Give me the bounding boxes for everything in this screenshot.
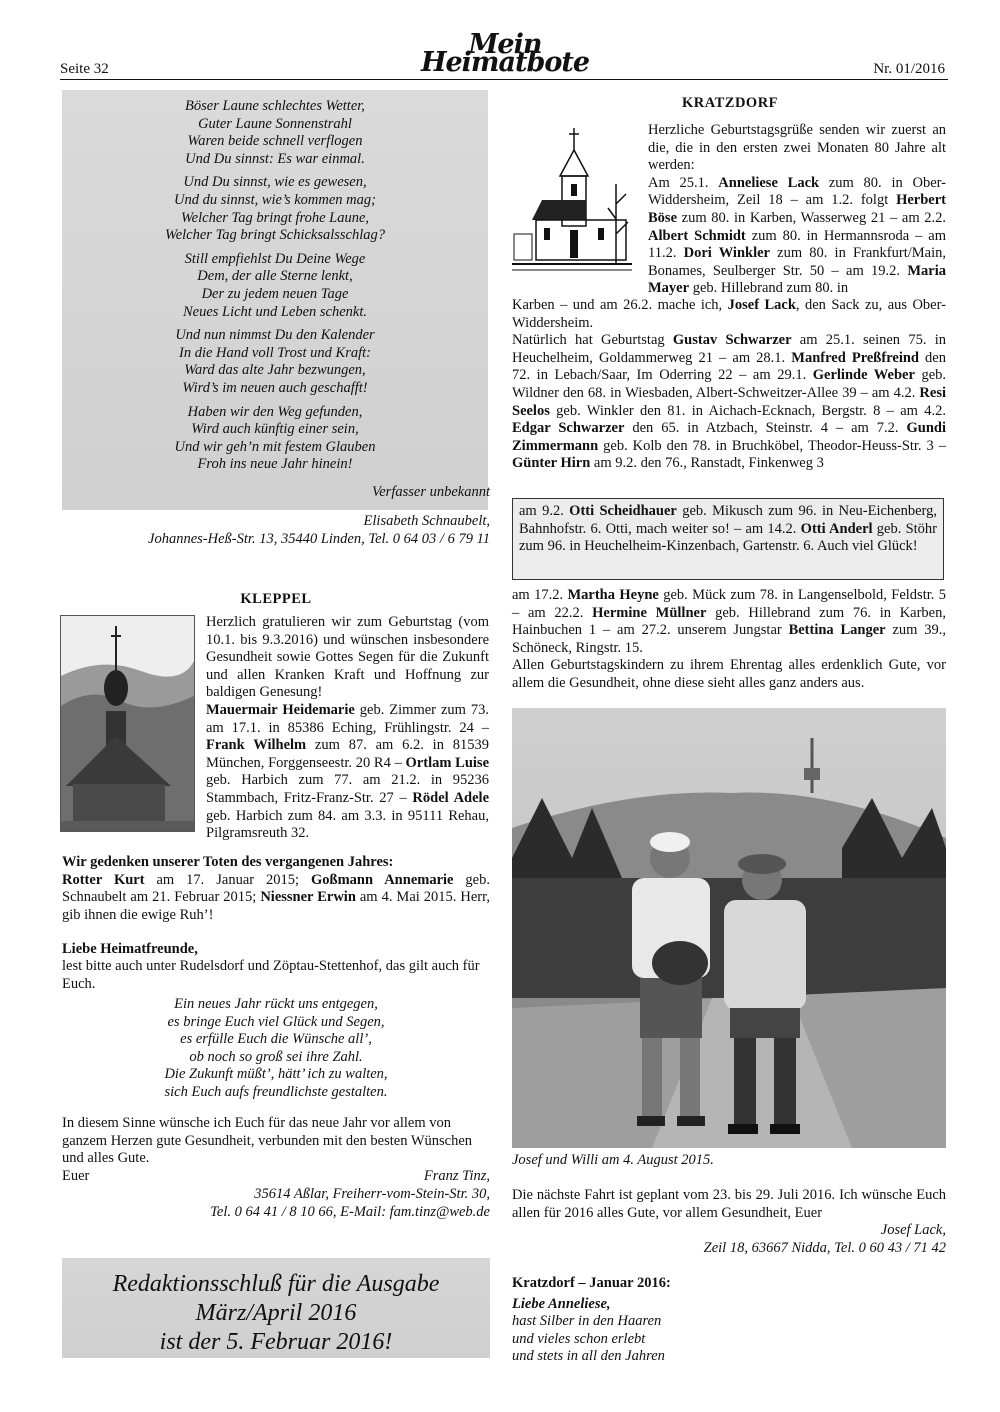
poem-stanza	[75, 174, 475, 244]
january-poem	[512, 1313, 665, 1366]
memorial-section	[62, 854, 490, 924]
poem-line: Und Du sinnst, wie es gewesen,	[183, 174, 367, 191]
person-name: Josef Lack	[727, 297, 796, 313]
poem-line: Der zu jedem neuen Tage	[201, 285, 349, 302]
birthday-detail: Natürlich hat Geburtstag	[512, 332, 673, 349]
poem-line: Wird auch künftig einer sein,	[191, 421, 359, 438]
greeting-poem	[62, 996, 490, 1102]
person-name: Otti Scheidhauer	[569, 503, 677, 519]
birthday-detail: geb. Harbich zum 84. am 3.3. in 95111 Rehau, Pilgramsreuth 32.	[206, 807, 489, 842]
birthday-detail: zum 80. in Karben, Wasserweg 21 – am 2.2.	[677, 209, 946, 226]
sender-name: Elisabeth Schnaubelt,	[363, 513, 490, 529]
kratzdorf-80-list	[648, 175, 946, 298]
birthday-detail: Am 25.1.	[648, 174, 719, 191]
birthday-detail: zum 39., Schöneck, Ringstr. 15.	[512, 622, 947, 656]
poem-line: es erfülle Euch die Wünsche all’,	[180, 1031, 372, 1048]
kleppel-intro: Herzlich gratulieren wir zum Geburtstag (vom 10.1. bis 9.3.2016) und wünschen insbesondere Gesundheit sowie Gottes Segen für die Zukunft und allen Kranken Kraft und Hoffnung zur baldigen Genesung!	[206, 614, 489, 701]
birthday-detail: zum 87. am 6.2. in 81539 München, Forggenseestr. 20 R4 –	[206, 737, 490, 771]
closing-euer: Euer	[62, 1168, 90, 1184]
poem-line: und vieles schon erlebt	[512, 1330, 646, 1347]
person-name: Günter Hirn	[512, 455, 591, 472]
birthday-detail: geb. Harbich zum 77. am 21.2. in 95236 Stammbach, Fritz-Franz-Str. 27 –	[206, 772, 489, 806]
memorial-heading	[62, 854, 490, 872]
deadline-line: März/April 2016	[195, 1300, 357, 1326]
friends-heading: Liebe Heimatfreunde,	[62, 941, 198, 957]
kratzdorf-greeting: Herzliche Geburtstagsgrüße senden wir zuerst an die, die in den ersten zwei Monaten 80 Jahre alt werden:	[648, 122, 946, 174]
kratzdorf-wishes: Allen Geburtstagskindern zu ihrem Ehrentag alles erdenklich Gute, vor allem die Gesundheit, ohne diese sieht alles ganz anders aus.	[512, 657, 946, 691]
church-drawing	[512, 124, 632, 279]
header-rule	[60, 79, 948, 80]
birthday-detail: den 72. in Lebach/Saar, Im Oderring 22 – am 29.1.	[512, 349, 946, 384]
kleppel-heading: KLEPPEL	[240, 591, 312, 607]
poem-line: Und nun nimmst Du den Kalender	[175, 327, 375, 344]
poem-line: Waren beide schnell verflogen	[187, 133, 363, 150]
wooden-chapel-image	[61, 616, 194, 831]
person-name: Otti Anderl	[800, 520, 873, 537]
birthday-detail: zum 80. in Frankfurt/Main, Bonames, Seulberger Str. 50 – am 19.2.	[648, 245, 946, 279]
memorial-detail: am 17. Januar 2015;	[144, 871, 312, 888]
friends-text: lest bitte auch unter Rudelsdorf und Zöptau-Stettenhof, das gilt auch für Euch.	[62, 958, 480, 992]
highlight-birthday-box	[512, 498, 944, 580]
memorial-detail: am 4. Mai 2015. Herr, gib ihnen die ewige Ruh’!	[62, 889, 491, 923]
deadline-notice	[62, 1258, 490, 1358]
birthday-detail: am 9.2.	[519, 503, 570, 519]
kleppel-list	[206, 702, 489, 843]
poem-line: Welcher Tag bringt frohe Laune,	[180, 209, 370, 226]
poem-line: Neues Licht und Leben schenkt.	[182, 303, 368, 320]
poem-line: und stets in all den Jahren	[512, 1348, 665, 1365]
poem-line: Die Zukunft müßt’, hätt’ ich zu walten,	[164, 1066, 388, 1083]
birthday-detail: Karben – und am 26.2. mache ich,	[512, 297, 728, 313]
birthday-detail: geb. Stöhr zum 96. in Heuchelheim-Kinzenbach, Gartenstr. 6. Auch viel Glück!	[519, 520, 937, 555]
poem-line: Ward das alte Jahr bezwungen,	[184, 362, 366, 379]
birthday-detail: den 65. in Atzbach, Steinstr. 4 – am 7.2.	[624, 420, 907, 437]
person-name: Maria Mayer	[648, 262, 946, 297]
person-name: Goßmann Annemarie	[311, 871, 454, 888]
person-name: Bettina Langer	[788, 622, 886, 639]
person-name: Herbert Böse	[648, 192, 946, 226]
poem-line: Still empfiehlst Du Deine Wege	[184, 250, 366, 267]
birthday-detail: am 17.2.	[512, 587, 568, 603]
birthday-detail: geb. Winkler den 81. in Aichach-Ecknach, Bergstr. 8 – am 4.2.	[549, 402, 946, 419]
poem-line: Guter Laune Sonnenstrahl	[198, 115, 352, 132]
kratzdorf-heading: KRATZDORF	[681, 95, 779, 111]
poem-line: Froh ins neue Jahr hinein!	[197, 456, 353, 473]
page-number: Seite 32	[60, 61, 109, 77]
birthday-detail: geb. Wildner den 68. in Wiesbaden, Albert-Schweitzer-Allee 39 – am 4.2.	[512, 367, 946, 401]
poem-author: Verfasser unbekannt	[372, 484, 490, 500]
person-name: Gerlinde Weber	[812, 367, 915, 384]
signature-name: Josef Lack,	[880, 1222, 946, 1238]
person-name: Niessner Erwin	[260, 889, 356, 906]
kratzdorf-intro	[648, 122, 946, 298]
poem-line: Und wir geh’n mit festem Glauben	[174, 438, 376, 455]
poem-stanza	[75, 98, 475, 168]
poem-stanza	[75, 251, 475, 321]
birthday-detail: geb. Kolb den 78. in Bruchköbel, Theodor-Heuss-Str. 3 –	[598, 437, 946, 454]
person-name: Mauermair Heidemarie	[206, 701, 355, 718]
poem-line: hast Silber in den Haaren	[512, 1313, 662, 1329]
person-name: Rödel Adele	[412, 789, 490, 806]
person-name: Hermine Müllner	[592, 604, 707, 621]
memorial-text	[62, 872, 490, 925]
person-name: Frank Wilhelm	[206, 737, 307, 754]
birthday-detail: am 9.2. den 76., Ranstadt, Finkenweg 3	[590, 455, 824, 472]
poem-line: Welcher Tag bringt Schicksalsschlag?	[164, 227, 386, 244]
poem-line: Und du sinnst, wie’s kommen mag;	[174, 191, 376, 208]
poem-line: Und Du sinnst: Es war einmal.	[185, 150, 365, 167]
masthead-logo: Mein Heimatbote	[420, 29, 590, 78]
poem-line: In die Hand voll Trost und Kraft:	[179, 344, 371, 361]
kratzdorf-body	[512, 297, 946, 473]
poem-line: es bringe Euch viel Glück und Segen,	[167, 1013, 385, 1030]
photo-caption: Josef und Willi am 4. August 2015.	[512, 1152, 714, 1168]
poem-stanza	[75, 327, 475, 397]
person-name: Anneliese Lack	[718, 174, 820, 191]
poem-line: Böser Laune schlechtes Wetter,	[185, 98, 365, 114]
person-name: Manfred Preßfreind	[791, 349, 919, 366]
birthday-detail: zum 80. in Ober-Widdersheim, Zeil 18 – am 1.2. folgt	[648, 174, 947, 209]
birthday-detail: am 25.1. seinen 75. in Heuchelheim, Goldammerweg 21 – am 28.1.	[512, 332, 946, 366]
signature-address: Zeil 18, 63667 Nidda, Tel. 0 60 43 / 71 42	[703, 1240, 946, 1256]
poem-line: Haben wir den Weg gefunden,	[187, 403, 363, 420]
person-name: Albert Schmidt	[648, 227, 746, 244]
poem-line: ob noch so groß sei ihre Zahl.	[189, 1048, 363, 1065]
birthday-detail: , den Sack zu, aus Ober-Widdersheim.	[512, 297, 946, 331]
signature-contact: Tel. 0 64 41 / 8 10 66, E-Mail: fam.tinz@web.de	[210, 1204, 490, 1220]
poem-line: Dem, der alle Sterne lenkt,	[197, 268, 353, 285]
chapel-photo	[60, 615, 195, 832]
person-name: Gundi Zimmermann	[512, 420, 946, 454]
person-name: Martha Heyne	[567, 587, 659, 603]
kratzdorf-karben	[512, 297, 946, 332]
two-men-photo	[512, 708, 946, 1148]
poem-line: Wird’s im neuen auch geschafft!	[182, 379, 368, 396]
memorial-title: Wir gedenken unserer Toten des vergangenen Jahres:	[62, 854, 394, 870]
birthday-detail: zum 80. in Hermannsroda – am 11.2.	[648, 227, 946, 262]
person-name: Ortlam Luise	[405, 754, 490, 771]
signature-name: Franz Tinz,	[423, 1168, 490, 1184]
deadline-line: ist der 5. Februar 2016!	[159, 1329, 393, 1355]
sender-address: Johannes-Heß-Str. 13, 35440 Linden, Tel. 0 64 03 / 6 79 11	[148, 531, 490, 547]
new-year-poem	[75, 98, 475, 480]
january-heading: Kratzdorf – Januar 2016:	[512, 1275, 671, 1291]
kratzdorf-additional	[512, 587, 946, 693]
person-name: Dori Winkler	[683, 245, 770, 262]
person-name: Resi Seelos	[512, 384, 946, 419]
birthday-detail: geb. Mikusch zum 96. in Neu-Eichenberg, Bahnhofstr. 6. Otti, mach weiter so! – am 14.2.	[519, 503, 937, 537]
person-name: Gustav Schwarzer	[672, 332, 792, 349]
deadline-line: Redaktionsschluß für die Ausgabe	[112, 1271, 440, 1297]
poem-stanza	[75, 404, 475, 474]
poem-line: Ein neues Jahr rückt uns entgegen,	[174, 996, 378, 1012]
kleppel-birthdays	[206, 614, 489, 843]
birthday-detail: geb. Hillebrand zum 76. in Karben, Hainbuchen 1 – am 27.2. unserem Jungstar	[512, 604, 946, 639]
person-name: Rotter Kurt	[62, 871, 145, 888]
birthday-detail: geb. Zimmer zum 73. am 17.1. in 85386 Eching, Frühlingstr. 24 –	[206, 701, 489, 736]
person-name: Edgar Schwarzer	[512, 420, 625, 437]
birthday-detail: geb. Hillebrand zum 80. in	[689, 280, 849, 297]
kratzdorf-late-feb-list	[512, 587, 946, 657]
january-greeting: Liebe Anneliese,	[512, 1296, 611, 1312]
photo-josef-willi	[512, 708, 946, 1148]
birthday-detail: geb. Mück zum 78. in Langenselbold, Feldstr. 5 – am 22.2.	[512, 587, 947, 621]
poem-line: sich Euch aufs freundlichste gestalten.	[164, 1083, 388, 1100]
memorial-detail: geb. Schnaubelt am 21. Februar 2015;	[62, 871, 490, 906]
issue-number: Nr. 01/2016	[873, 61, 945, 77]
church-icon	[512, 124, 632, 279]
closing-text: In diesem Sinne wünsche ich Euch für das neue Jahr vor allem von ganzem Herzen gute Gesundheit, verbunden mit den besten Wünschen und alles Gute.	[62, 1115, 473, 1167]
signature-address: 35614 Aßlar, Freiherr-vom-Stein-Str. 30,	[254, 1186, 490, 1202]
next-trip-text: Die nächste Fahrt ist geplant vom 23. bis 29. Juli 2016. Ich wünsche Euch allen für 2016 alles Gute, vor allem Gesundheit, Euer	[512, 1187, 946, 1221]
kratzdorf-more-list	[512, 332, 946, 473]
